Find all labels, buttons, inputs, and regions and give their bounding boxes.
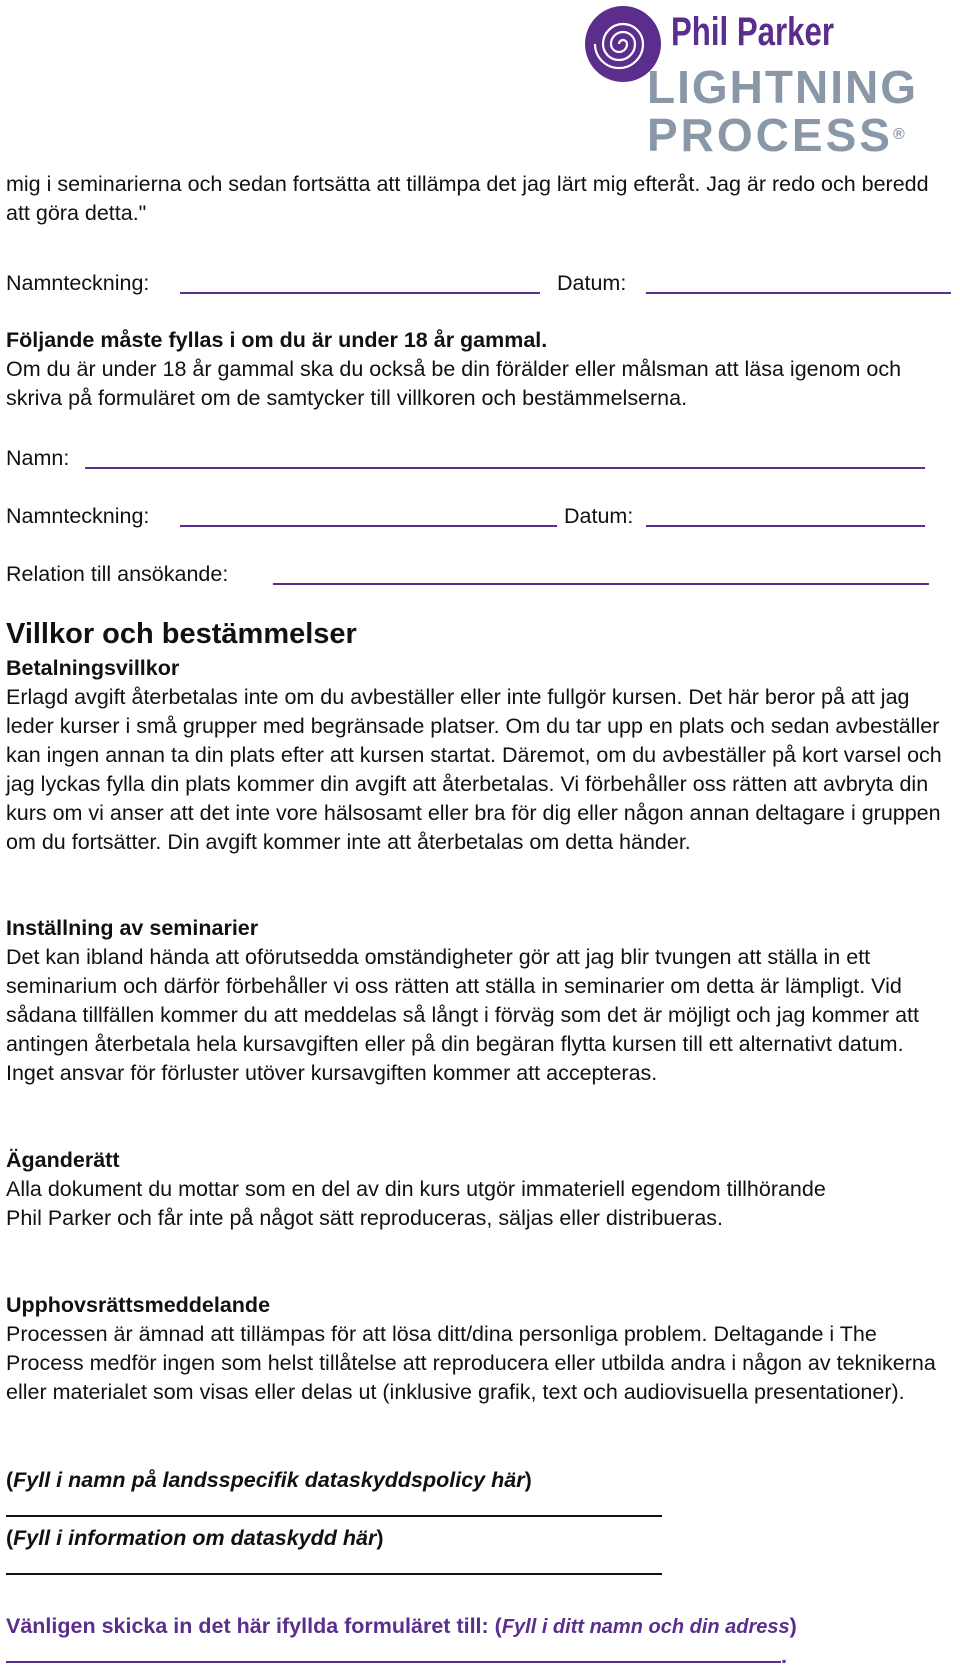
policy-open-paren: ( [6,1468,14,1492]
logo-process [647,109,905,161]
footer-period: . [781,1644,787,1668]
info-placeholder-text: Fyll i information om dataskydd här [13,1526,377,1550]
minor-heading: Följande måste fyllas i om du är under 18 år gammal. [6,328,548,352]
relation-field[interactable] [273,583,929,585]
minor-text: Om du är under 18 år gammal ska du också be din förälder eller målsman att läsa igenom och skriva på formuläret om de samtycker till villkoren och bestämmelserna. [6,357,902,410]
footer-send-text: Vänligen skicka in det här ifyllda formuläret till: ( [6,1614,502,1638]
info-close-paren: ) [376,1526,384,1550]
policy-placeholder-text: Fyll i namn på landsspecifik dataskyddspolicy här [13,1468,525,1492]
guardian-signature-label: Namnteckning: [6,504,150,528]
policy-placeholder [6,1466,532,1495]
lightning-process-logo [583,4,955,161]
guardian-date-label: Datum: [564,504,634,528]
name-field[interactable] [85,467,925,469]
section-heading-cancellation: Inställning av seminarier [6,916,259,940]
footer-close-paren: ) [789,1614,797,1638]
guardian-date-field[interactable] [646,525,925,527]
policy-line[interactable] [6,1515,662,1517]
section-heading-ownership: Äganderätt [6,1148,120,1172]
signature-field[interactable] [180,292,540,294]
intro-text: mig i seminarierna och sedan fortsätta att tillämpa det jag lärt mig efteråt. Jag är redo och beredd att göra detta." [6,172,929,225]
section-text-payment: Erlagd avgift återbetalas inte om du avbeställer eller inte fullgör kursen. Det här beror på att jag leder kurser i små grupper med begränsade platser. Om du tar upp en plats och sedan avbeställer kan ingen annan ta din plats efter att kursen startat. Däremot, om du avbeställer på kort varsel och jag lyckas fylla din plats kommer din avgift att återbetalas. Vi förbehåller oss rätten att avbryta din kurs om vi anser att det inte vore hälsosamt eller bra för dig eller någon annan deltagare i gruppen om du fortsätter. Din avgift kommer inte att återbetalas om detta händer. [6,685,942,854]
section-text-cancellation: Det kan ibland hända att oförutsedda omständigheter gör att jag blir tvungen att ställa in ett seminarium och därför förbehåller vi oss rätten att ställa in seminarier om detta är lämpligt. Vid sådana tillfällen kommer du att meddelas så långt i förväg som det är möjligt och jag kommer att antingen återbetala hela kursavgiften eller på din begäran flytta kursen till ett alternativt datum. Inget ansvar för förluster utöver kursavgiften kommer att accepteras. [6,945,919,1085]
footer-send [6,1612,906,1671]
registered-mark: ® [892,126,905,143]
relation-label: Relation till ansökande: [6,562,229,586]
section-text-copyright: Processen är ämnad att tillämpas för att lösa ditt/dina personliga problem. Deltagande i The Process medför ingen som helst tillåtelse att reproducera eller utbilda andra i någon av teknikerna eller materialet som visas eller delas ut (inklusive grafik, text och audiovisuella presentationer). [6,1322,936,1404]
info-placeholder [6,1524,384,1553]
section-heading-payment: Betalningsvillkor [6,656,180,680]
section-text-ownership: Alla dokument du mottar som en del av din kurs utgör immateriell egendom tillhörande Phil Parker och får inte på något sätt reproduceras, säljas eller distribueras. [6,1177,826,1230]
terms-title: Villkor och bestämmelser [6,618,357,650]
info-open-paren: ( [6,1526,14,1550]
guardian-signature-field[interactable] [180,525,557,527]
footer-fill-text: Fyll i ditt namn och din adress [501,1616,790,1638]
logo-lightning: LIGHTNING [647,61,918,113]
date-field[interactable] [646,292,951,294]
logo-process-text: PROCESS [647,109,893,161]
name-label: Namn: [6,446,70,470]
date-label: Datum: [557,271,627,295]
info-line[interactable] [6,1573,662,1575]
section-heading-copyright: Upphovsrättsmeddelande [6,1293,271,1317]
policy-close-paren: ) [524,1468,532,1492]
logo-name: Phil Parker [671,10,835,54]
address-line[interactable] [6,1643,781,1663]
signature-label: Namnteckning: [6,271,150,295]
